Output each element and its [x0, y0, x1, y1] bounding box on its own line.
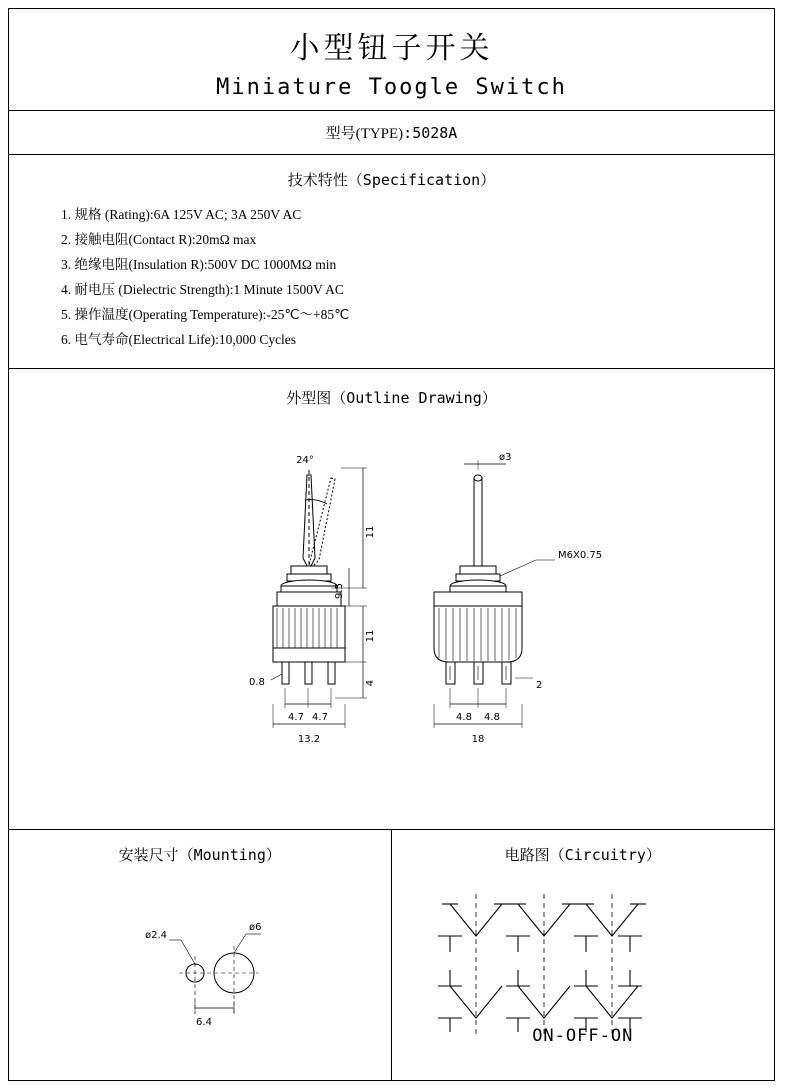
dim-dia-6: ø6	[249, 922, 262, 933]
dim-11-top: 11	[365, 525, 376, 539]
outline-drawing-svg	[9, 408, 774, 798]
mounting-cell	[9, 830, 392, 1080]
dim-9-5: 9.5	[334, 583, 345, 599]
dim-dia-2-4: ø2.4	[145, 930, 168, 941]
dim-m6: M6X0.75	[558, 550, 603, 561]
circuitry-caption: ON-OFF-ON	[532, 1026, 634, 1046]
dim-4-8-a: 4.8	[456, 712, 472, 723]
page-title-en: Miniature Toogle Switch	[216, 75, 567, 100]
page-title-cn: 小型钮子开关	[289, 32, 494, 65]
circuitry-title-en: （Circuitry）	[549, 846, 661, 864]
dim-angle-24: 24°	[296, 455, 314, 466]
outline-title-en: （Outline Drawing）	[331, 389, 497, 407]
circuitry-title	[392, 830, 775, 865]
dim-4: 4	[365, 679, 376, 687]
dim-dia-3: ø3	[499, 452, 512, 463]
mounting-title	[9, 830, 391, 865]
list-item: 6. 电气寿命(Electrical Life):10,000 Cycles	[61, 332, 297, 347]
dim-4-7-a: 4.7	[288, 712, 304, 723]
circuitry-cell	[392, 830, 775, 1080]
mounting-svg	[9, 878, 392, 1078]
dim-4-8-b: 4.8	[484, 712, 500, 723]
title-band	[9, 9, 774, 111]
type-band	[9, 111, 774, 155]
outline-band	[9, 369, 774, 830]
dim-18: 18	[471, 734, 485, 745]
outline-title	[9, 387, 774, 408]
type-separator: :	[403, 124, 413, 142]
bottom-row	[9, 830, 774, 1080]
circuitry-title-cn: 电路图	[504, 848, 550, 864]
dim-13-2: 13.2	[297, 734, 321, 745]
dim-2: 2	[536, 680, 543, 691]
dim-11-body: 11	[365, 629, 376, 643]
list-item: 4. 耐电压 (Dielectric Strength):1 Minute 1500V AC	[61, 282, 344, 297]
specification-title	[9, 169, 774, 190]
mounting-title-cn: 安装尺寸	[118, 848, 179, 864]
outline-title-cn: 外型图	[286, 391, 332, 407]
specification-title-cn: 技术特性	[287, 173, 348, 189]
list-item: 5. 操作温度(Operating Temperature):-25℃～+85℃	[61, 307, 350, 322]
dim-0-8: 0.8	[249, 677, 265, 688]
specification-title-en: （Specification）	[347, 171, 496, 189]
specification-band	[9, 155, 774, 369]
type-label: 型号(TYPE)	[325, 126, 404, 142]
specification-list	[9, 202, 774, 352]
dim-4-7-b: 4.7	[312, 712, 328, 723]
list-item: 2. 接触电阻(Contact R):20mΩ max	[61, 232, 257, 247]
list-item: 3. 绝缘电阻(Insulation R):500V DC 1000MΩ min	[61, 257, 337, 272]
datasheet-page	[8, 8, 775, 1081]
dim-6-4: 6.4	[196, 1017, 212, 1028]
list-item: 1. 规格 (Rating):6A 125V AC; 3A 250V AC	[61, 207, 302, 222]
mounting-title-en: （Mounting）	[178, 846, 281, 864]
type-value: 5028A	[412, 124, 458, 142]
outline-drawing-area	[9, 408, 774, 798]
